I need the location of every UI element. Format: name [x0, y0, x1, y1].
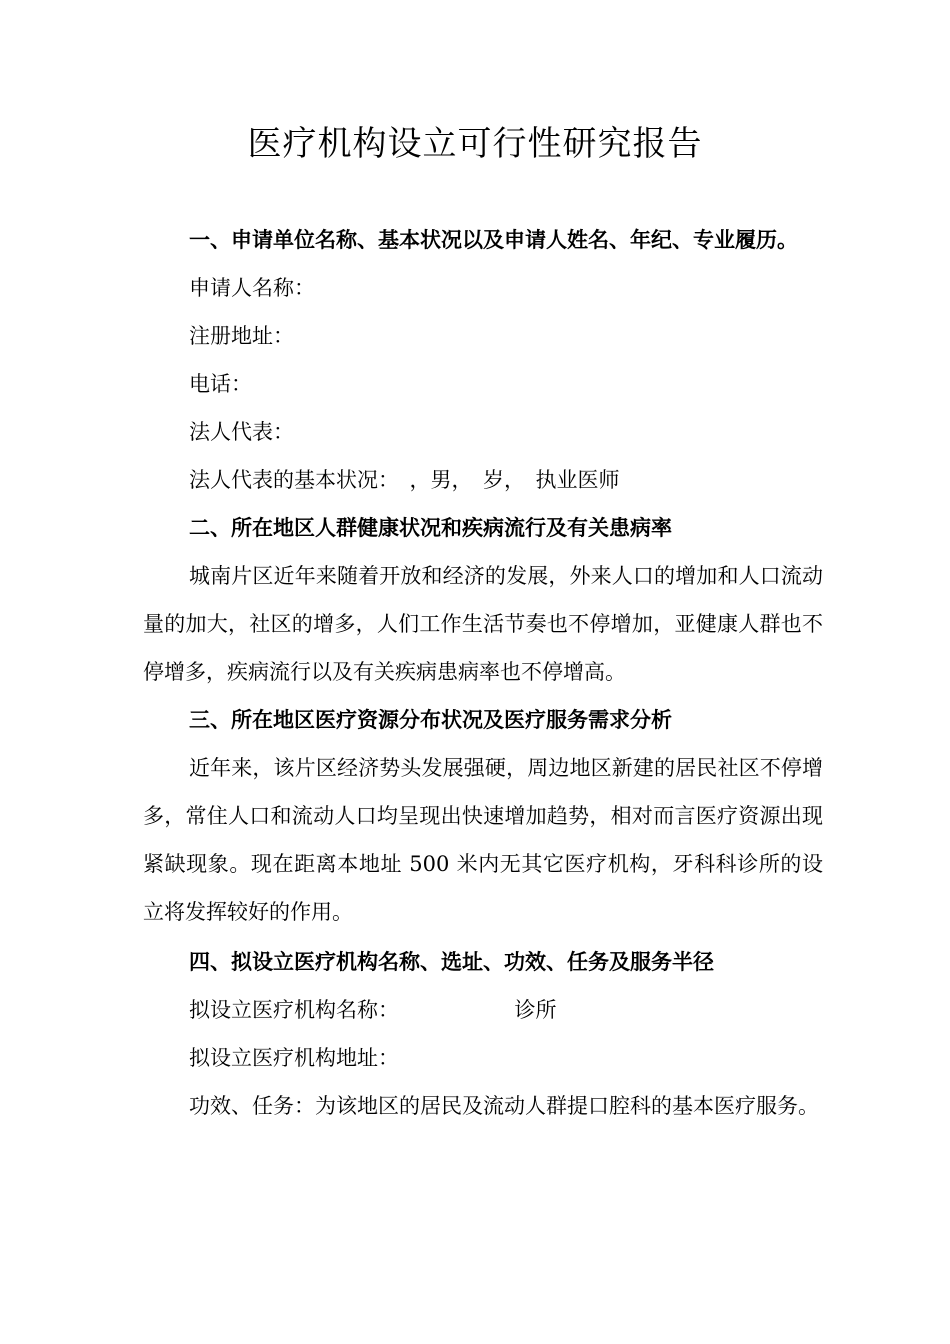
section-3-body: 近年来，该片区经济势头发展强硬，周边地区新建的居民社区不停增多，常住人口和流动人口均呈现出快速增加趋势，相对而言医疗资源出现紧缺现象。现在距离本地址 500 米内无其它医疗机构，牙科科诊所的设立将发挥较好的作用。 [143, 756, 823, 924]
section-2-heading: 二、所在地区人群健康状况和疾病流行及有关患病率 [189, 516, 672, 540]
function-task-line: 功效、任务：为该地区的居民及流动人群提口腔科的基本医疗服务。 [189, 1094, 819, 1118]
registered-address-line: 注册地址： [189, 324, 294, 348]
section-4-heading: 四、拟设立医疗机构名称、选址、功效、任务及服务半径 [189, 950, 714, 974]
section-3-heading: 三、所在地区医疗资源分布状况及医疗服务需求分析 [189, 708, 672, 732]
document-body [143, 216, 823, 1130]
document-title: 医疗机构设立可行性研究报告 [247, 124, 703, 164]
legal-representative-line: 法人代表： [189, 420, 294, 444]
institution-address-line: 拟设立医疗机构地址： [189, 1046, 399, 1070]
phone-line: 电话： [189, 372, 252, 396]
applicant-name-line: 申请人名称： [189, 276, 315, 300]
section-2-body: 城南片区近年来随着开放和经济的发展，外来人口的增加和人口流动量的加大，社区的增多，人们工作生活节奏也不停增加，亚健康人群也不停增多，疾病流行以及有关疾病患病率也不停增高。 [143, 564, 823, 684]
legal-representative-info-line: 法人代表的基本状况： ，男， 岁， 执业医师 [189, 468, 620, 492]
institution-name-line: 拟设立医疗机构名称： 诊所 [189, 998, 557, 1022]
section-1-heading: 一、申请单位名称、基本状况以及申请人姓名、年纪、专业履历。 [189, 228, 798, 252]
